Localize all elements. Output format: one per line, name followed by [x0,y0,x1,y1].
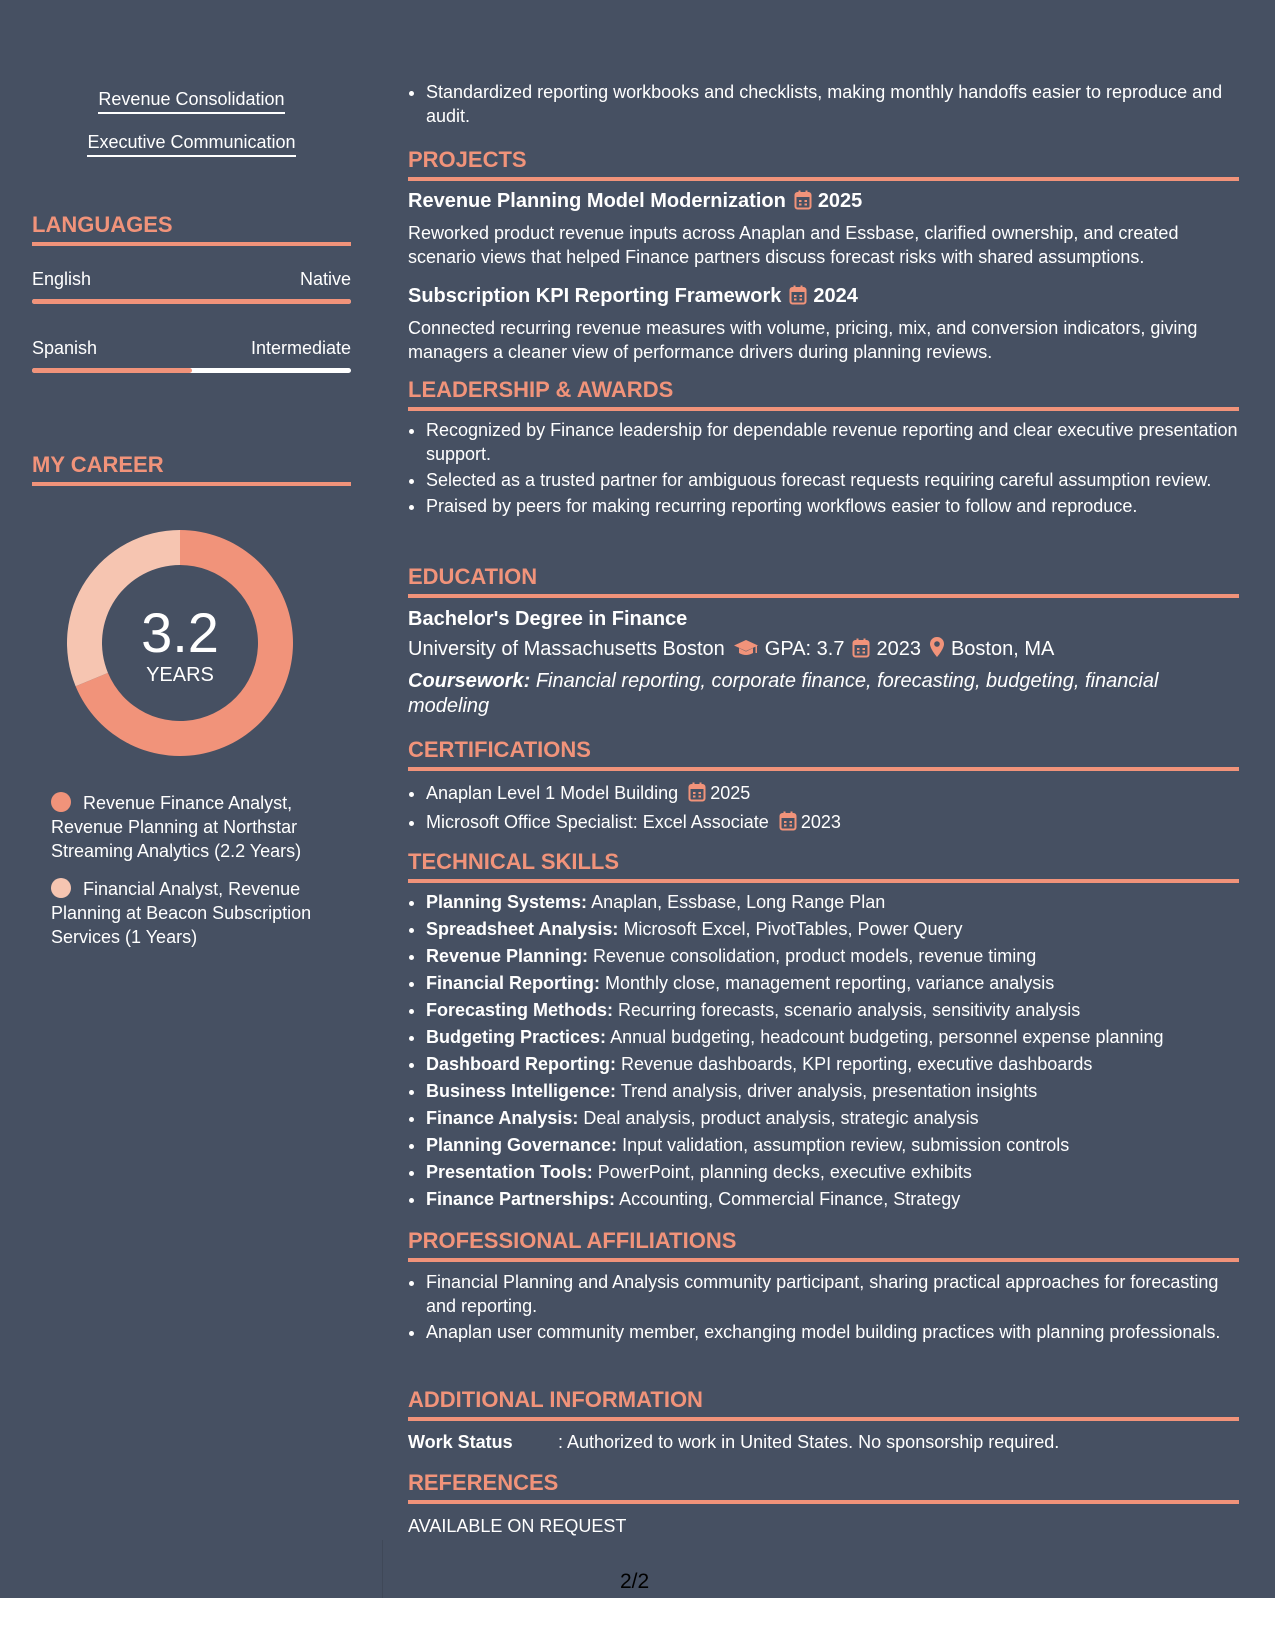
career-heading: MY CAREER [32,452,351,486]
language-spanish [32,337,351,373]
career-item-text: Financial Analyst, Revenue Planning at Beacon Subscription Services (1 Years) [51,879,312,947]
language-english [32,268,351,304]
work-status-value: : Authorized to work in United States. No sponsorship required. [558,1432,1060,1452]
technical-skill-item [426,1106,1239,1131]
technical-skill-label: Finance Analysis: [426,1108,579,1128]
technical-skill-item [426,1187,1239,1212]
certification-name: Anaplan Level 1 Model Building [426,783,679,803]
technical-skill-item [426,971,1239,996]
calendar-icon [852,638,870,665]
project-description: Connected recurring revenue measures with volume, pricing, mix, and conversion indicators, giving managers a cleaner view of performance drivers during planning reviews. [408,318,1198,362]
leadership-heading: LEADERSHIP & AWARDS [408,377,1239,411]
certifications-list [408,781,1239,839]
career-item [32,791,351,863]
experience-continued [408,80,1239,130]
language-bar-fill [32,299,351,304]
technical-skill-label: Finance Partnerships: [426,1189,616,1209]
calendar-icon [688,782,706,808]
page-number: 2/2 [620,1570,650,1593]
skill-link-revenue-consolidation[interactable]: Revenue Consolidation [98,88,284,114]
technical-skill-label: Forecasting Methods: [426,1000,614,1020]
education-year: 2023 [876,638,921,660]
language-level: Intermediate [250,338,351,358]
technical-skill-label: Planning Systems: [426,892,588,912]
technical-skills-list [408,890,1239,1214]
coursework-text: Financial reporting, corporate finance, forecasting, budgeting, financial modeling [408,670,1159,717]
career-legend [32,791,351,949]
graduation-cap-icon [733,638,759,665]
project-item [408,283,1239,364]
calendar-icon [794,190,812,217]
technical-skill-item [426,890,1239,915]
languages-heading: LANGUAGES [32,212,351,246]
technical-skill-value: PowerPoint, planning decks, executive exhibits [597,1162,972,1182]
technical-skill-label: Financial Reporting: [426,973,601,993]
certification-item [426,781,1239,808]
language-bar [32,299,351,304]
leadership-list [408,418,1239,520]
technical-skill-item [426,1160,1239,1185]
leadership-bullet: • Recognized by Finance leadership for dependable revenue reporting and clear executive presentation support. [426,418,1239,466]
career-total: 3.2 [141,601,219,664]
technical-skill-label: Business Intelligence: [426,1081,617,1101]
language-bar [32,368,351,373]
references-heading: REFERENCES [408,1470,1239,1504]
education-heading: EDUCATION [408,564,1239,598]
technical-skill-value: Revenue consolidation, product models, revenue timing [593,946,1037,966]
projects-heading: PROJECTS [408,147,1239,181]
experience-bullet: • Standardized reporting workbooks and checklists, making monthly handoffs easier to reproduce and audit. [426,80,1239,128]
technical-skill-value: Annual budgeting, headcount budgeting, personnel expense planning [610,1027,1164,1047]
coursework-label: Coursework: [408,670,531,692]
education-details [408,636,1239,665]
affiliations-list [408,1270,1239,1346]
language-name: Spanish [32,338,98,358]
language-bar-fill [32,368,192,373]
leadership-bullet: • Praised by peers for making recurring reporting workflows easier to follow and reproduce. [426,494,1239,518]
additional-info-heading: ADDITIONAL INFORMATION [408,1387,1239,1421]
column-divider [382,1540,383,1598]
technical-skills-heading: TECHNICAL SKILLS [408,849,1239,883]
career-unit: YEARS [146,664,214,686]
technical-skill-value: Input validation, assumption review, submission controls [622,1135,1070,1155]
calendar-icon [779,811,797,837]
calendar-icon [789,285,807,312]
technical-skill-item [426,944,1239,969]
technical-skill-label: Spreadsheet Analysis: [426,919,619,939]
language-level: Native [299,269,351,289]
career-donut [67,530,293,756]
project-year: 2024 [813,285,858,307]
certification-year: 2023 [800,812,841,832]
technical-skill-item [426,1079,1239,1104]
technical-skill-item [426,998,1239,1023]
education-block [408,606,1239,719]
technical-skill-value: Anaplan, Essbase, Long Range Plan [591,892,886,912]
additional-info-row [408,1430,1239,1454]
certification-name: Microsoft Office Specialist: Excel Associate [426,812,769,832]
languages-section [32,212,351,373]
technical-skill-item [426,1025,1239,1050]
affiliation-bullet: • Anaplan user community member, exchanging model building practices with planning professionals. [426,1320,1239,1344]
career-dot-icon [51,792,71,812]
certifications-heading: CERTIFICATIONS [408,737,1239,771]
affiliation-bullet: • Financial Planning and Analysis community participant, sharing practical approaches for forecasting and reporting. [426,1270,1239,1318]
technical-skill-label: Presentation Tools: [426,1162,593,1182]
affiliations-heading: PROFESSIONAL AFFILIATIONS [408,1228,1239,1262]
education-location: Boston, MA [950,638,1055,660]
technical-skill-item [426,1052,1239,1077]
skill-link-executive-communication[interactable]: Executive Communication [87,131,295,157]
technical-skill-value: Revenue dashboards, KPI reporting, executive dashboards [621,1054,1093,1074]
technical-skill-item [426,1133,1239,1158]
technical-skill-value: Monthly close, management reporting, variance analysis [605,973,1055,993]
project-title: Subscription KPI Reporting Framework [408,285,782,307]
skill-links [32,88,351,157]
project-year: 2025 [817,190,863,212]
technical-skill-label: Planning Governance: [426,1135,618,1155]
technical-skill-label: Revenue Planning: [426,946,589,966]
certification-item [426,810,1239,837]
technical-skill-value: Deal analysis, product analysis, strategic analysis [583,1108,979,1128]
career-item-text: Revenue Finance Analyst, Revenue Planning at Northstar Streaming Analytics (2.2 Years) [51,793,302,861]
leadership-bullet: • Selected as a trusted partner for ambiguous forecast requests requiring careful assumption review. [426,468,1239,492]
technical-skill-value: Accounting, Commercial Finance, Strategy [619,1189,961,1209]
technical-skill-value: Trend analysis, driver analysis, presentation insights [620,1081,1038,1101]
language-name: English [32,269,92,289]
project-title: Revenue Planning Model Modernization [408,190,786,212]
technical-skill-label: Dashboard Reporting: [426,1054,617,1074]
education-school: University of Massachusetts Boston [408,638,725,660]
technical-skill-label: Budgeting Practices: [426,1027,607,1047]
certification-year: 2025 [710,783,751,803]
career-dot-icon [51,878,71,898]
education-degree: Bachelor's Degree in Finance [408,608,688,630]
education-coursework [408,669,1239,719]
location-pin-icon [929,636,945,665]
technical-skill-value: Microsoft Excel, PivotTables, Power Query [623,919,963,939]
technical-skill-item [426,917,1239,942]
project-description: Reworked product revenue inputs across Anaplan and Essbase, clarified ownership, and created scenario views that helped Finance partners discuss forecast risks with shared assumptions. [408,223,1179,267]
education-gpa: GPA: 3.7 [764,638,845,660]
career-section [32,452,351,486]
project-item [408,188,1239,269]
work-status-label: Work Status [408,1432,513,1452]
career-item [32,877,351,949]
projects-list [408,188,1239,364]
references-text: AVAILABLE ON REQUEST [408,1516,627,1536]
technical-skill-value: Recurring forecasts, scenario analysis, sensitivity analysis [618,1000,1081,1020]
